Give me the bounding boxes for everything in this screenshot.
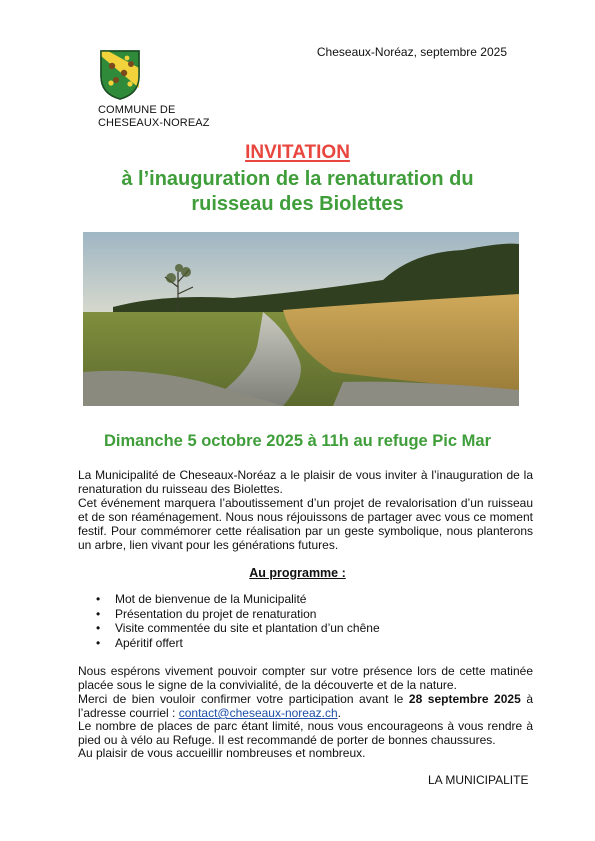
commune-line-2: CHESEAUX-NOREAZ [98, 117, 210, 129]
programme-heading: Au programme : [249, 566, 346, 580]
bullet-icon: • [96, 621, 101, 636]
rsvp-text-end: . [337, 706, 341, 720]
rsvp-deadline: 28 septembre 2025 [408, 692, 521, 706]
parking-paragraph: Le nombre de places de parc étant limité, nous vous encourageons à vous rendre à pied ou à vélo au Refuge. Il est recommandé de porter de bonnes chaussures. [78, 719, 533, 747]
rsvp-text-after: à l’adresse courriel : [78, 692, 534, 720]
closing-paragraph-1: Nous espérons vivement pouvoir compter sur votre présence lors de cette matinée placée sous le signe de la convivialité, de la découverte et de la nature. [78, 664, 533, 692]
programme-item-label: Mot de bienvenue de la Municipalité [115, 592, 307, 606]
subtitle-line-1: à l’inauguration de la renaturation du [121, 168, 474, 190]
contact-email-link[interactable]: contact@cheseaux-noreaz.ch [178, 706, 338, 720]
stream-landscape-photo [83, 232, 519, 406]
event-date-location: Dimanche 5 octobre 2025 à 11h au refuge Pic Mar [104, 432, 491, 450]
commune-name [98, 104, 210, 130]
rsvp-paragraph [78, 692, 533, 720]
list-item [96, 607, 380, 622]
bullet-icon: • [96, 635, 101, 650]
list-item [96, 636, 380, 651]
subtitle-line-2: ruisseau des Biolettes [191, 193, 404, 215]
place-date: Cheseaux-Noréaz, septembre 2025 [316, 45, 507, 59]
intro-paragraph-2: Cet événement marquera l’aboutissement d’un projet de revalorisation d’un ruisseau et de son réaménagement. Nous nous réjouissons de partager avec vous ce moment festif. Pour commémorer cette réalisation par un geste symbolique, nous planterons un arbre, lien vivant pour les générations futures. [78, 496, 533, 552]
programme-item-label: Visite commentée du site et plantation d’un chêne [115, 621, 380, 636]
closing-line: Au plaisir de vous accueillir nombreuses et nombreux. [78, 746, 366, 760]
intro-paragraph-1: La Municipalité de Cheseaux-Noréaz a le plaisir de vous inviter à l’inauguration de la renaturation du ruisseau des Biolettes. [78, 468, 533, 496]
list-item [96, 592, 380, 607]
bullet-icon: • [96, 592, 101, 606]
bullet-icon: • [96, 606, 101, 621]
rsvp-text-before: Merci de bien vouloir confirmer votre participation avant le [78, 692, 409, 706]
invitation-heading: INVITATION [245, 142, 350, 163]
signature: LA MUNICIPALITE [428, 773, 529, 787]
commune-line-1: COMMUNE DE [98, 104, 176, 116]
programme-item-label: Présentation du projet de renaturation [115, 606, 317, 621]
list-item [96, 621, 380, 636]
programme-list [96, 592, 380, 650]
coat-of-arms-icon [100, 50, 140, 100]
programme-item-label: Apéritif offert [115, 635, 183, 650]
